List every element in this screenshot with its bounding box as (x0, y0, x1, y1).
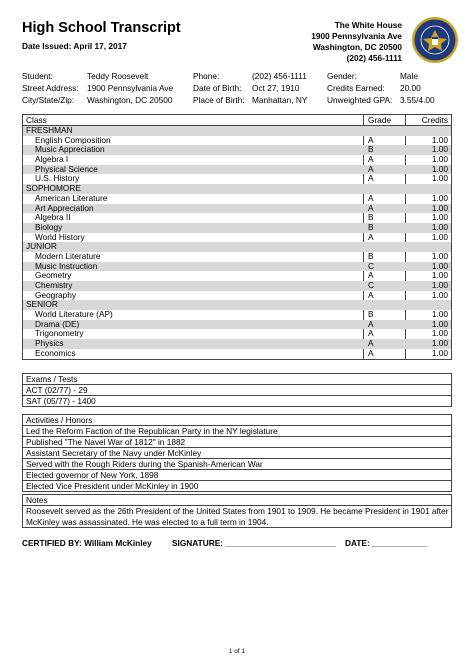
exams-box (22, 373, 452, 407)
date-field: DATE: ____________ (345, 538, 428, 548)
class-name: World Literature (AP) (35, 309, 113, 320)
gpa-label: Unweighted GPA: (327, 95, 393, 105)
class-grade: A (368, 347, 374, 358)
credits-value: 20.00 (400, 83, 421, 93)
notes-title: Notes (23, 495, 451, 506)
class-grade: A (368, 163, 374, 174)
notes-box (22, 494, 452, 528)
class-credits: 1.00 (431, 338, 448, 349)
class-name: Physical Science (35, 163, 98, 174)
class-grade: A (368, 328, 374, 339)
dob-label: Date of Birth: (193, 83, 242, 93)
class-name: Biology (35, 221, 63, 232)
grade-level-label: SOPHOMORE (26, 183, 81, 194)
class-grade: A (368, 134, 374, 145)
table-row (23, 271, 451, 281)
table-row (23, 165, 451, 175)
class-grade: B (368, 212, 374, 223)
signature-field: SIGNATURE: ________________________ (172, 538, 337, 548)
activities-title: Activities / Honors (23, 415, 451, 426)
class-credits: 1.00 (431, 250, 448, 261)
table-row (23, 262, 451, 272)
street-label: Street Address: (22, 83, 79, 93)
class-grade: A (368, 289, 374, 300)
class-name: Physics (35, 338, 64, 349)
class-grade: B (368, 309, 374, 320)
class-name: English Composition (35, 134, 111, 145)
student-name: Teddy Roosevelt (87, 71, 149, 81)
activity-item: Led the Reform Faction of the Republican Party in the NY legislature (23, 426, 451, 437)
class-name: American Literature (35, 192, 108, 203)
date-issued: Date Issued: April 17, 2017 (22, 41, 127, 51)
activity-item: Elected Vice President under McKinley in 1900 (26, 481, 199, 491)
activity-item: Assistant Secretary of the Navy under McKinley (23, 448, 451, 459)
credits-column-header: Credits (421, 115, 448, 125)
activity-item: Elected governor of New York, 1898 (23, 470, 451, 481)
credits-label: Credits Earned: (327, 83, 385, 93)
exam-item: SAT (05/77) - 1400 (26, 396, 96, 406)
class-credits: 1.00 (431, 328, 448, 339)
page-title: High School Transcript (22, 20, 181, 36)
class-name: Algebra I (35, 154, 69, 165)
gender-value: Male (400, 71, 418, 81)
city-value: Washington, DC 20500 (87, 95, 173, 105)
table-row (23, 174, 451, 184)
table-row (23, 329, 451, 339)
class-credits: 1.00 (431, 202, 448, 213)
class-credits: 1.00 (431, 280, 448, 290)
class-credits: 1.00 (431, 192, 448, 203)
class-name: Economics (35, 347, 76, 358)
class-credits: 1.00 (431, 154, 448, 165)
class-grade: C (368, 260, 374, 271)
certified-by: CERTIFIED BY: William McKinley (22, 538, 152, 548)
school-phone: (202) 456-1111 (346, 53, 402, 63)
class-name: Geography (35, 289, 77, 300)
class-name: Modern Literature (35, 250, 101, 261)
class-name: Algebra II (35, 212, 71, 223)
class-grade: A (368, 202, 374, 213)
table-row (23, 233, 451, 243)
class-name: U.S. History (35, 173, 80, 184)
table-row (23, 213, 451, 223)
table-row (23, 204, 451, 214)
class-name: Music Instruction (35, 260, 98, 271)
class-grade: B (368, 250, 374, 261)
activities-box (22, 414, 452, 492)
gpa-value: 3.55/4.00 (400, 95, 435, 105)
table-row (23, 339, 451, 349)
class-name: Chemistry (35, 280, 73, 290)
grade-level-label: FRESHMAN (26, 125, 73, 135)
phone-value: (202) 456-1111 (252, 71, 307, 81)
class-name: Music Appreciation (35, 144, 105, 155)
class-credits: 1.00 (431, 270, 448, 281)
table-row (23, 223, 451, 233)
table-row (23, 145, 451, 155)
street-value: 1900 Pennsylvania Ave (87, 83, 174, 93)
class-credits: 1.00 (431, 221, 448, 232)
page-number: 1 of 1 (228, 648, 246, 655)
class-credits: 1.00 (431, 309, 448, 320)
activity-item: Served with the Rough Riders during the Spanish-American War (23, 459, 451, 470)
class-name: Geometry (35, 270, 72, 281)
class-credits: 1.00 (431, 318, 448, 329)
class-credits: 1.00 (431, 163, 448, 174)
class-credits: 1.00 (431, 212, 448, 223)
student-info (22, 71, 452, 107)
gender-label: Gender: (327, 71, 357, 81)
notes-text: Roosevelt served as the 26th President of the United States from 1901 to 1909. He became President in 1901 after McKinley was assassinated. He was elected to a full term in 1904. (26, 506, 449, 527)
class-credits: 1.00 (431, 144, 448, 155)
school-address (311, 20, 402, 64)
student-label: Student: (22, 71, 53, 81)
dob-value: Oct 27, 1910 (252, 83, 300, 93)
class-grade: B (368, 144, 374, 155)
table-row (23, 281, 451, 291)
city-label: City/State/Zip: (22, 95, 75, 105)
grade-column-header: Grade (368, 115, 392, 125)
table-row (23, 320, 451, 330)
class-name: Drama (DE) (35, 318, 80, 329)
phone-label: Phone: (193, 71, 220, 81)
pob-label: Place of Birth: (193, 95, 245, 105)
table-row (23, 310, 451, 320)
class-credits: 1.00 (431, 231, 448, 242)
class-grade: A (368, 338, 374, 349)
class-grade: A (368, 231, 374, 242)
class-grade: B (368, 221, 374, 232)
class-name: Trigonometry (35, 328, 84, 339)
class-grade: C (368, 280, 374, 290)
school-street: 1900 Pennsylvania Ave (311, 31, 402, 41)
pob-value: Manhattan, NY (252, 95, 308, 105)
grade-level-label: JUNIOR (26, 241, 57, 252)
grade-level-label: SENIOR (26, 299, 58, 310)
class-credits: 1.00 (431, 173, 448, 184)
class-grade: A (368, 173, 374, 184)
class-credits: 1.00 (431, 134, 448, 145)
school-city: Washington, DC 20500 (312, 42, 402, 52)
class-credits: 1.00 (431, 347, 448, 358)
course-rows (23, 126, 451, 359)
class-grade: A (368, 192, 374, 203)
exams-title: Exams / Tests (23, 374, 451, 385)
class-grade: A (368, 318, 374, 329)
table-row (23, 291, 451, 301)
course-table (22, 114, 452, 360)
class-name: World History (35, 231, 85, 242)
class-grade: A (368, 270, 374, 281)
activity-item: Published "The Navel War of 1812" in 1882 (23, 437, 451, 448)
class-name: Art Appreciation (35, 202, 94, 213)
class-column-header: Class (26, 115, 47, 125)
school-name: The White House (334, 20, 402, 30)
course-table-header (23, 115, 451, 126)
class-grade: A (368, 154, 374, 165)
class-credits: 1.00 (431, 260, 448, 271)
table-row (23, 349, 451, 359)
exam-item: ACT (02/77) - 29 (23, 385, 451, 396)
class-credits: 1.00 (431, 289, 448, 300)
presidential-seal-icon (411, 16, 459, 64)
